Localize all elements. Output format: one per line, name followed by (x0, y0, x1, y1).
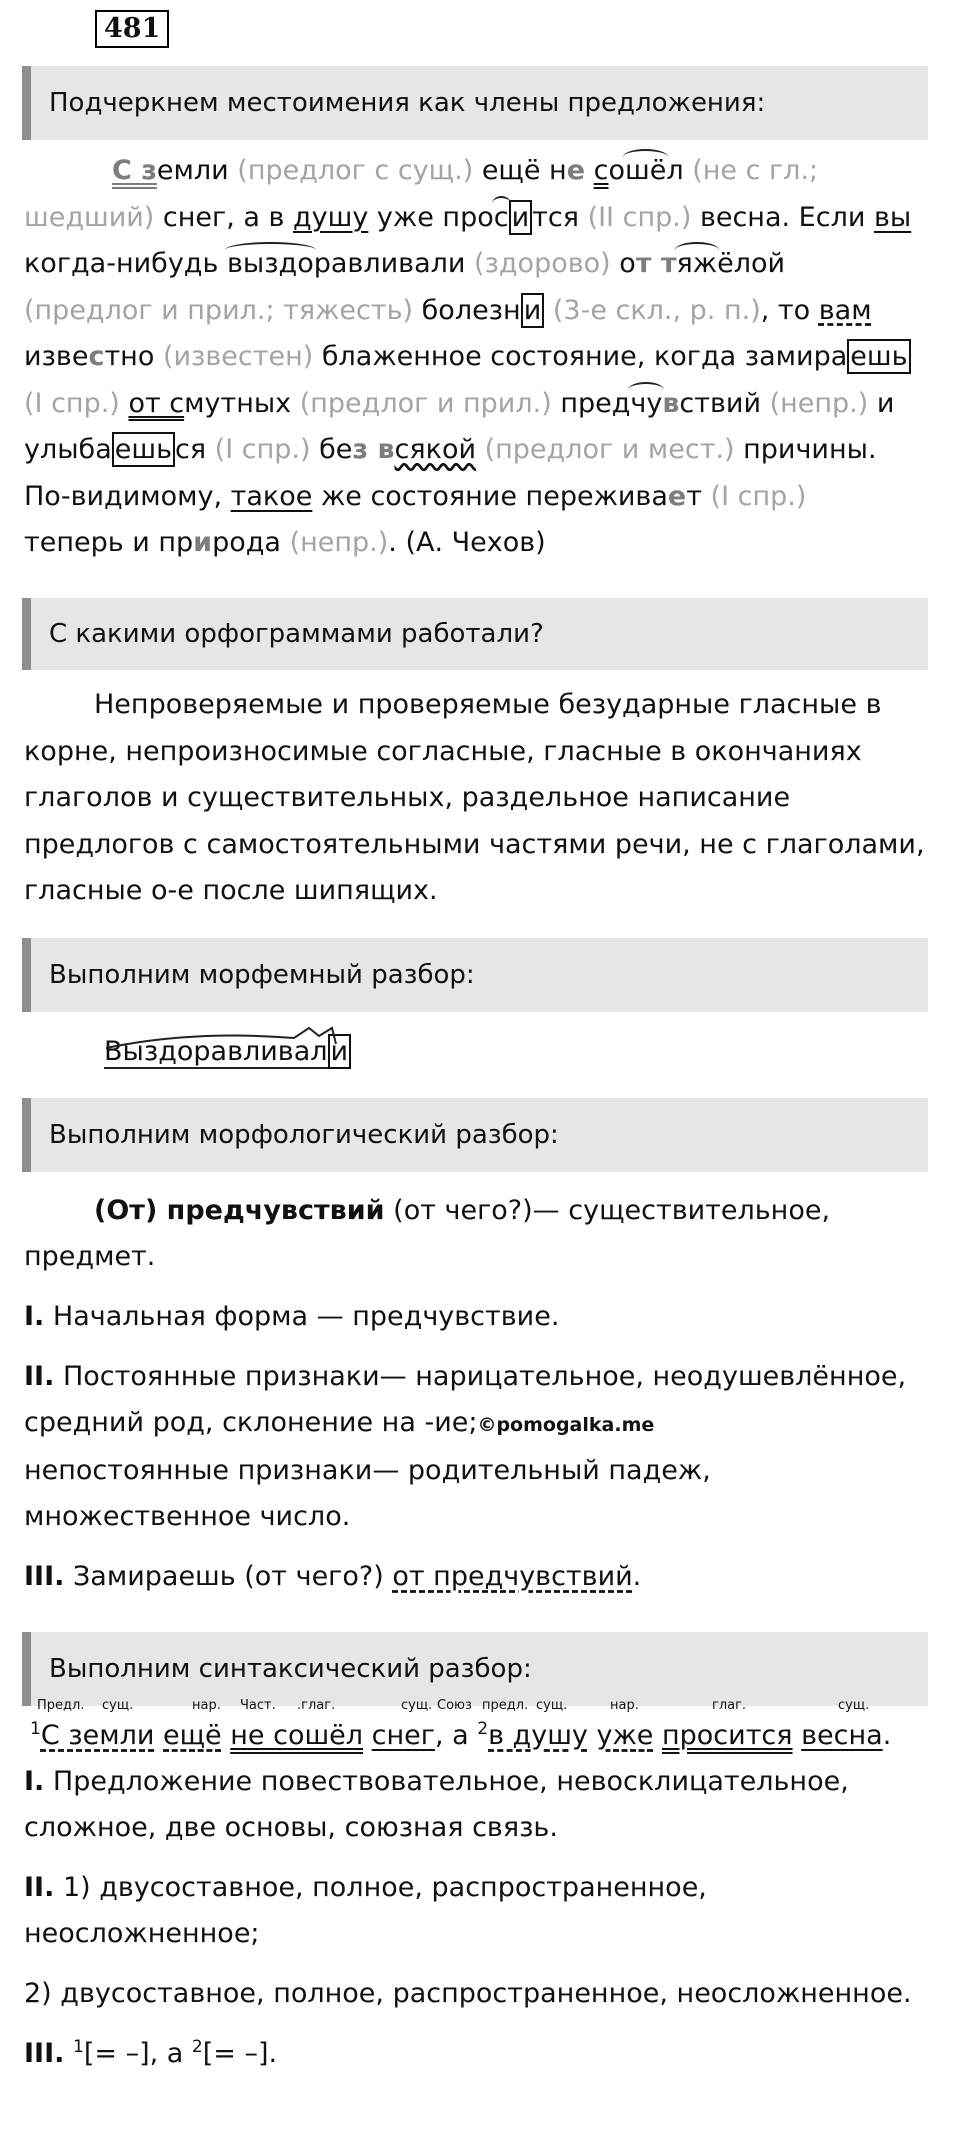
point-number: III. (24, 1561, 65, 1592)
root-arc (104, 1022, 384, 1052)
pos-label: глаг. (712, 1698, 747, 1713)
main-text-line: шедший) снег, а в душу уже прос и тся (II спр.) весна. Если вы (24, 201, 912, 233)
point-text-underlined: от предчувствий (392, 1561, 633, 1592)
morph-point-1 (24, 1294, 934, 1340)
pos-label: .глаг. (297, 1698, 336, 1713)
sentence-word: весна (801, 1720, 883, 1751)
section-header-orthograms: С какими орфограммами работали? (22, 598, 928, 670)
clause-number: 1 (30, 1719, 41, 1739)
section-header-morpheme: Выполним морфемный разбор: (22, 938, 928, 1012)
point-number: I. (24, 1301, 45, 1332)
clause-number: 1 (73, 2037, 84, 2057)
point-number: III. (24, 2038, 65, 2069)
point-text (64, 2038, 73, 2069)
sentence-word: не сошёл (230, 1720, 364, 1751)
pos-label: нар. (610, 1698, 639, 1713)
sentence-word: просится (662, 1720, 793, 1751)
synt-point-2b (24, 1971, 934, 2017)
point-text: [= –], а (83, 2038, 192, 2069)
main-text (24, 148, 934, 567)
morph-word: (От) предчувствий (94, 1195, 385, 1226)
point-number: II. (24, 1361, 55, 1392)
point-text: Постоянные признаки— нарицательное, неодушевлённое, средний род, склонение на -ие; (24, 1361, 907, 1438)
main-text-line: (предлог и прил.; тяжесть) болезн и (3-е скл., р. п.), то вам (24, 294, 872, 326)
main-text-line: теперь и природа (непр.). (А. Чехов) (24, 527, 546, 558)
watermark: ©pomogalka.me (477, 1414, 655, 1436)
section-header-pronouns: Подчеркнем местоимения как члены предложения: (22, 66, 928, 140)
sentence-word: уже (596, 1720, 654, 1751)
pos-label: Предл. (37, 1698, 85, 1713)
syntax-sentence (30, 1716, 891, 1756)
point-number: I. (24, 1766, 45, 1797)
sentence-word: снег (371, 1720, 435, 1751)
main-text-line: С земли (предлог с сущ.) ещё не сошёл (не с гл.; (112, 155, 819, 186)
clause-number: 2 (477, 1719, 489, 1739)
main-text-line: известно (известен) блаженное состояние, когда замира ешь (24, 334, 934, 381)
main-text-line: улыба ешь ся (I спр.) без всякой (предлог и мест.) причины. (24, 434, 877, 465)
point-text: [= –]. (202, 2038, 278, 2069)
clause-number: 2 (191, 2037, 203, 2057)
main-text-line: (I спр.) от смутных (предлог и прил.) предчувствий (непр.) и (24, 387, 895, 419)
synt-point-3 (24, 2031, 934, 2077)
point-text: . (632, 1561, 642, 1592)
morpheme-analysis (104, 1022, 351, 1082)
exercise-number: 481 (95, 10, 169, 48)
pos-label: предл. (482, 1698, 529, 1713)
morpheme-stem: Выздоравливал (104, 1036, 328, 1067)
sentence-word: . (882, 1720, 892, 1751)
point-text: Предложение повествовательное, невосклицательное, сложное, две основы, союзная связь. (24, 1766, 849, 1843)
section-header-morphological: Выполним морфологический разбор: (22, 1098, 928, 1172)
point-text: Начальная форма — предчувствие. (44, 1301, 560, 1332)
synt-point-1 (24, 1759, 934, 1851)
pos-label: сущ. (401, 1698, 433, 1713)
syntactic-analysis (24, 1759, 934, 2091)
sentence-word: , а (434, 1720, 478, 1751)
point-text: 1) двусоставное, полное, распространенное, неосложненное; (24, 1872, 707, 1949)
point-number: II. (24, 1872, 55, 1903)
pos-label: сущ. (102, 1698, 134, 1713)
main-text-line: По-видимому, такое же состояние переживает (I спр.) (24, 480, 807, 512)
morph-point-3 (24, 1554, 934, 1600)
point-text: Замираешь (от чего?) (64, 1561, 393, 1592)
sentence-word: в душу (488, 1720, 588, 1751)
pos-label: Част. (240, 1698, 276, 1713)
synt-point-2 (24, 1865, 934, 1957)
pos-label: нар. (192, 1698, 221, 1713)
orthograms-paragraph: Непроверяемые и проверяемые безударные гласные в корне, непроизносимые согласные, гласные в окончаниях глаголов и существительных, раздельное написание предлогов с самостоятельными частями речи, не с глаголами, гласные о-е после шипящих. (24, 689, 925, 906)
sentence-word: ещё (163, 1720, 222, 1751)
pos-label: сущ. (838, 1698, 870, 1713)
point-text: 2) двусоставное, полное, распространенное, неосложненное. (24, 1978, 912, 2009)
morphological-analysis (24, 1188, 934, 1614)
main-text-line: когда-нибудь выздоравливали (здорово) от тяжёлой (24, 248, 786, 279)
pos-label: Союз (437, 1698, 472, 1713)
morpheme-ending: и (328, 1034, 352, 1069)
part-of-speech-labels (0, 1698, 960, 1718)
sentence-word: С земли (40, 1720, 155, 1751)
morph-point-2 (24, 1354, 934, 1540)
morph-intro (24, 1188, 934, 1280)
section-header-syntactic: Выполним синтаксический разбор: (22, 1632, 928, 1706)
point-text: непостоянные признаки— родительный падеж, множественное число. (24, 1455, 711, 1532)
morph-question: (от чего?)— существительное, предмет. (24, 1195, 831, 1272)
pos-label: сущ. (536, 1698, 568, 1713)
